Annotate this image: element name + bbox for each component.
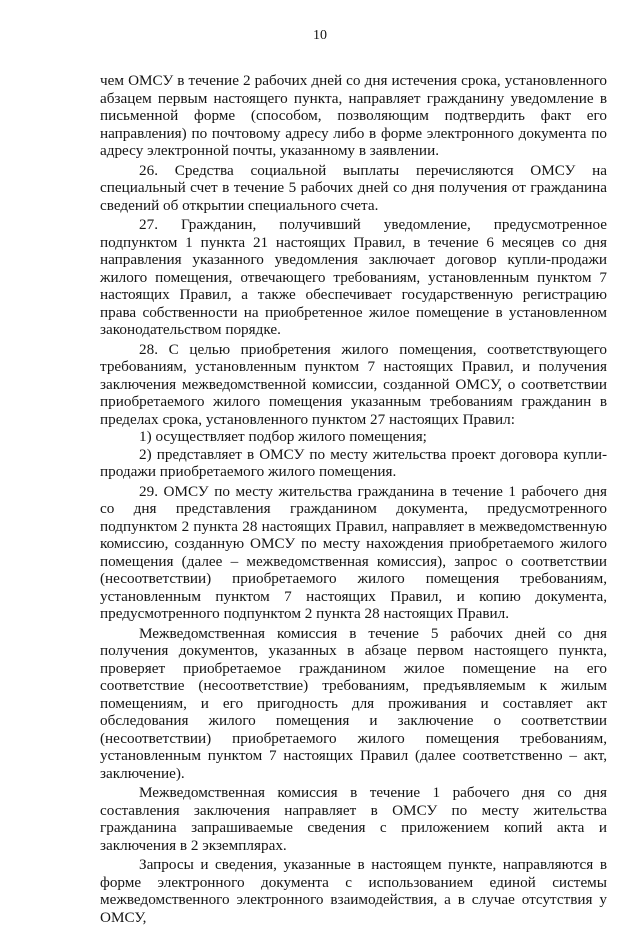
paragraph-29-electronic-form: Запросы и сведения, указанные в настоящем пункте, направляются в форме электронного документа с использованием единой системы межведомственного электронного взаимодействия, а в случае отсутствия у ОМСУ,	[100, 856, 607, 926]
document-body	[100, 72, 607, 926]
paragraph-continuation: чем ОМСУ в течение 2 рабочих дней со дня истечения срока, установленного абзацем первым настоящего пункта, направляет гражданину уведомление в письменной форме (способом, позволяющим подтвердить факт его направления) по почтовому адресу либо в форме электронного документа по адресу электронной почты, указанному в заявлении.	[100, 72, 607, 159]
page-number: 10	[313, 28, 327, 43]
paragraph-29-commission-response: Межведомственная комиссия в течение 1 рабочего дня со дня составления заключения направляет в ОМСУ по месту жительства гражданина запрашиваемые сведения с приложением копий акта и заключения в 2 экземплярах.	[100, 784, 607, 854]
paragraph-29: 29. ОМСУ по месту жительства гражданина в течение 1 рабочего дня со дня представления гражданином документа, предусмотренного подпунктом 2 пункта 28 настоящих Правил, направляет в межведомственную комиссию, созданную ОМСУ по месту нахождения приобретаемого жилого помещения (далее – межведомственная комиссия), запрос о соответствии (несоответствии) приобретаемого жилого помещения требованиям, установленным пунктом 7 настоящих Правил, и копию документа, предусмотренного подпунктом 2 пункта 28 настоящих Правил.	[100, 482, 607, 622]
paragraph-28-item-2: 2) представляет в ОМСУ по месту жительства проект договора купли-продажи приобретаемого жилого помещения.	[100, 445, 607, 480]
paragraph-26: 26. Средства социальной выплаты перечисляются ОМСУ на специальный счет в течение 5 рабочих дней со дня получения от гражданина сведений об открытии специального счета.	[100, 161, 607, 214]
paragraph-28-item-1: 1) осуществляет подбор жилого помещения;	[139, 428, 427, 445]
paragraph-29-commission-check: Межведомственная комиссия в течение 5 рабочих дней со дня получения документов, указанных в абзаце первом настоящего пункта, проверяет приобретаемое гражданином жилое помещение на его соответствие (несоответствие) требованиям, предъявляемым к жилым помещениям, и его пригодность для проживания и составляет акт обследования жилого помещения и заключение о соответствии (несоответствии) приобретаемого жилого помещения требованиям, установленным пунктом 7 настоящих Правил (далее соответственно – акт, заключение).	[100, 624, 607, 782]
paragraph-28: 28. С целью приобретения жилого помещения, соответствующего требованиям, установленным пунктом 7 настоящих Правил, и получения заключения межведомственной комиссии, созданной ОМСУ, о соответствии приобретаемого жилого помещения указанным требованиям гражданин в пределах срока, установленного пунктом 27 настоящих Правил:	[100, 340, 607, 428]
paragraph-27: 27. Гражданин, получивший уведомление, предусмотренное подпунктом 1 пункта 21 настоящих Правил, в течение 6 месяцев со дня направления указанного уведомления заключает договор купли-продажи жилого помещения, отвечающего требованиям, установленным пунктом 7 настоящих Правил, а также обеспечивает государственную регистрацию права собственности на приобретенное жилое помещение в установленном законодательством порядке.	[100, 216, 607, 338]
